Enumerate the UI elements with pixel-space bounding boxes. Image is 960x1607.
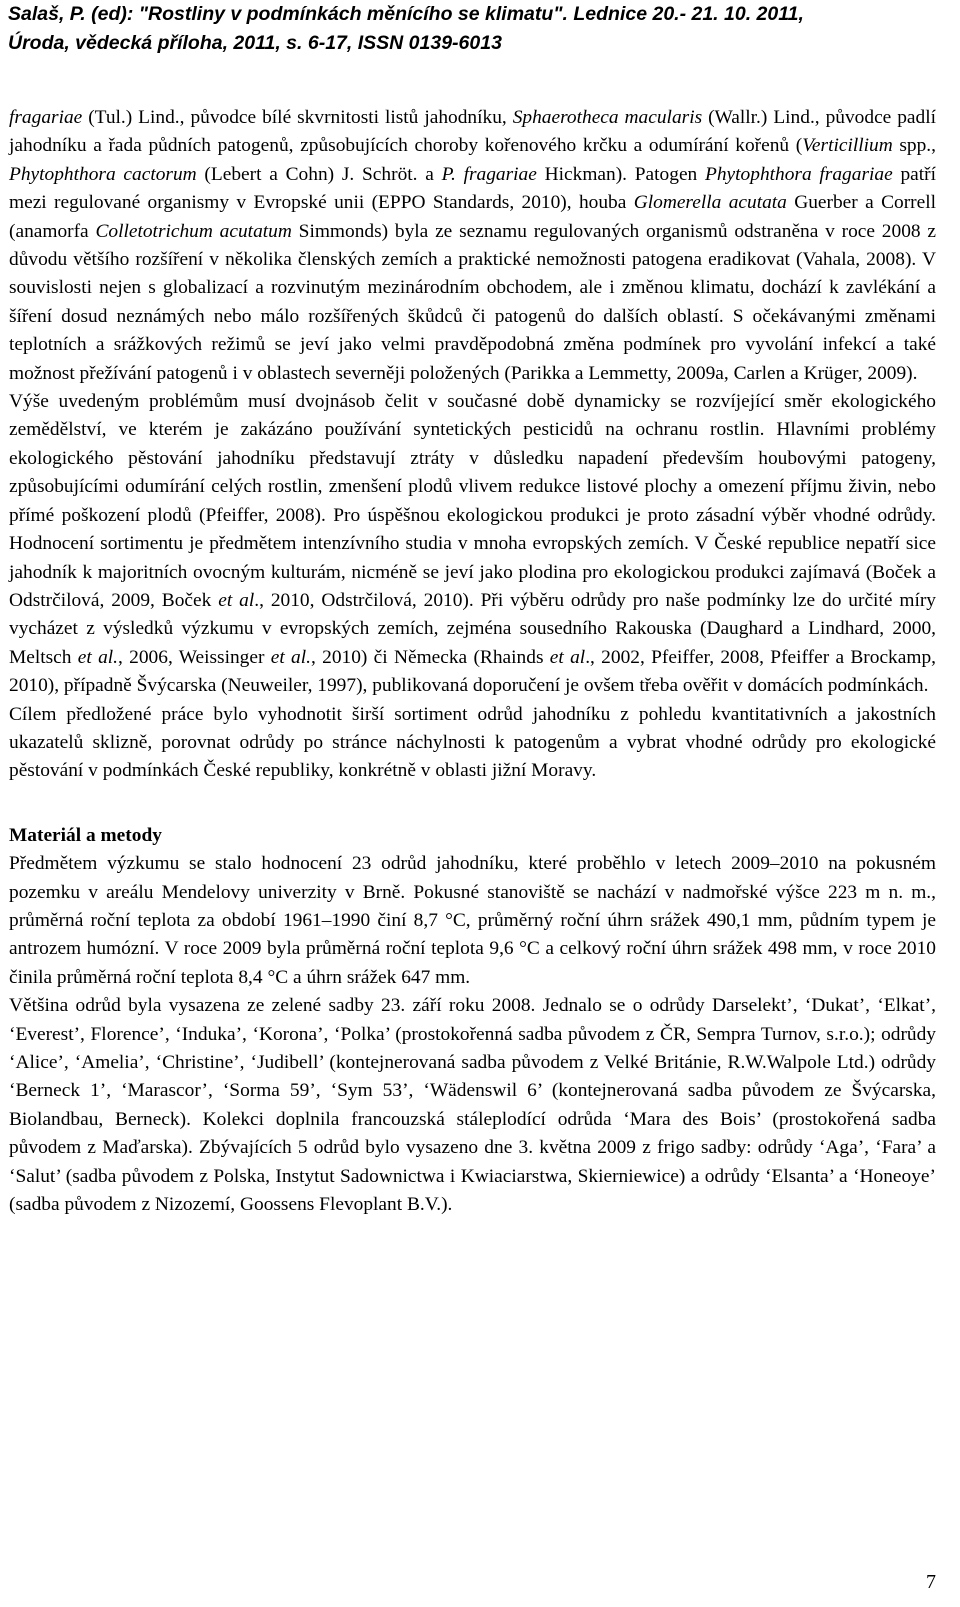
- text-run: (Tul.) Lind., původce bílé skvrnitosti listů jahodníku,: [82, 107, 513, 128]
- taxon: Phytophthora fragariae: [705, 163, 893, 185]
- citation-etal: et al: [549, 646, 586, 668]
- text-run: ., 2002, Pfeiffer, 2008, Pfeiffer a Brockamp, 2010), případně Švýcarska (Neuweiler, 1997), publikovaná doporučení je ovšem třeba ověřit v domácích podmínkách.: [9, 646, 936, 697]
- paragraph-aim: Cílem předložené práce bylo vyhodnotit širší sortiment odrůd jahodníku z pohledu kvantitativních a jakostních ukazatelů sklizně, porovnat odrůdy po stránce náchylnosti k patogenům a vybrat vhodné odrůdy pro ekologické pěstování v podmínkách České republiky, konkrétně v oblasti jižní Moravy.: [9, 703, 936, 782]
- text-run: Guerber a Correll (anamorfa: [9, 192, 936, 242]
- text-run: , 2006, Weissinger: [118, 646, 271, 668]
- header-line-2: Úroda, vědecká příloha, 2011, s. 6-17, ISSN 0139-6013: [8, 32, 502, 54]
- running-header: [8, 0, 953, 58]
- page-number: 7: [926, 1571, 936, 1593]
- text-run: (Lebert a Cohn) J. Schröt. a: [196, 163, 442, 185]
- text-run: ., 2010, Odstrčilová, 2010). Při výběru odrůdy pro naše podmínky lze do určité míry vycházet z výsledků výzkumu v evropských zemích, zejména sousedního Rakouska (Daughard a Lindhard, 2000, Meltsch: [9, 589, 936, 668]
- intro-paragraph: [9, 104, 936, 388]
- text-run: Výše uvedeným problémům musí dvojnásob čelit v současné době dynamicky se rozvíjející směr ekologického zemědělství, ve kterém je zakázáno používání syntetických pesticidů na ochranu rostlin. Hlavními problémy ekologického pěstování jahodníku představují ztráty v důsledku napadení především houbovými patogeny, způsobujícími odumírání celých rostlin, zmenšení plodů vlivem redukce listové plochy a omezení příjmu živin, nebo přímé poškození plodů (Pfeiffer, 2008). Pro úspěšnou ekologickou produkci je proto zásadní výběr vhodné odrůdy. Hodnocení sortimentu je předmětem intenzívního studia v mnoha evropských zemích. V České republice nepatří sice jahodník k majoritních ovocným kulturám, nicméně se jeví jako plodina pro ekologickou produkci zajímavá (Boček a Odstrčilová, 2009, Boček: [9, 391, 936, 611]
- taxon: P. fragariae: [441, 163, 537, 185]
- text-run: Simmonds) byla ze seznamu regulovaných organismů odstraněna v roce 2008 z důvodu většího rozšíření v několika členských zemích a praktické nemožnosti patogena eradikovat (Vahala, 2008). V souvislosti nejen s globalizací a rozvinutým mezinárodním obchodem, ale i změnou klimatu, dochází k zavlékání a šíření dosud neznámých nebo málo rozšířených škůdců či patogenů do dalších oblastí. S očekávanými změnami teplotních a srážkových režimů se jeví jako velmi pravděpodobná změna podmínek pro vyvolání infekcí a také možnost přežívání patogenů i v oblastech severněji položených (Parikka a Lemmetty, 2009a, Carlen a Krüger, 2009).: [9, 220, 936, 384]
- citation-etal: et al: [218, 589, 255, 611]
- taxon: Colletotrichum acutatum: [95, 220, 292, 242]
- taxon: Verticillium: [802, 135, 893, 157]
- paragraph-methods-site: Předmětem výzkumu se stalo hodnocení 23 odrůd jahodníku, které proběhlo v letech 2009–2010 na pokusném pozemku v areálu Mendelovy univerzity v Brně. Pokusné stanoviště se nachází v nadmořské výšce 223 m n. m., průměrná roční teplota za období 1961–1990 činí 8,7 °C, průměrný roční úhrn srážek 490,1 mm, půdním typem je antrozem humózní. V roce 2009 byla průměrná roční teplota 9,6 °C a celkový roční úhrn srážek 498 mm, v roce 2010 činila průměrná roční teplota 8,4 °C a úhrn srážek 647 mm.: [9, 853, 936, 988]
- text-run: , 2010) či Německa (Rhainds: [310, 646, 550, 668]
- taxon: Sphaerotheca macularis: [512, 107, 703, 128]
- section-gap: [9, 786, 936, 822]
- section-heading: Materiál a metody: [9, 824, 162, 846]
- text-run: patří mezi regulované organismy v Evropské unii (EPPO Standards, 2010), houba: [9, 163, 936, 214]
- paragraph-ecology: [9, 388, 936, 700]
- citation-etal: et al.: [77, 646, 119, 668]
- taxon: Phytophthora cactorum: [9, 163, 197, 185]
- header-line-1: Salaš, P. (ed): "Rostliny v podmínkách měnícího se klimatu". Lednice 20.- 21. 10. 2011,: [8, 3, 804, 25]
- article-body: [9, 104, 936, 1219]
- text-run: (Wallr.) Lind., původce padlí jahodníku a řada půdních patogenů, způsobujících choroby kořenového krčku a odumírání kořenů (: [9, 107, 937, 157]
- citation-etal: et al.: [270, 646, 311, 668]
- taxon: Glomerella acutata: [633, 192, 787, 214]
- text-run: spp.,: [892, 135, 936, 157]
- paragraph-methods-varieties: Většina odrůd byla vysazena ze zelené sadby 23. září roku 2008. Jednalo se o odrůdy Darselekt’, ‘Dukat’, ‘Elkat’, ‘Everest’, Florence’, ‘Induka’, ‘Korona’, ‘Polka’ (prostokořenná sadba původem z ČR, Sempra Turnov, s.r.o.); odrůdy ‘Alice’, ‘Amelia’, ‘Christine’, ‘Judibell’ (kontejnerovaná sadba původem z Velké Británie, R.W.Walpole Ltd.) odrůdy ‘Berneck 1’, ‘Marascor’, ‘Sorma 59’, ‘Sym 53’, ‘Wädenswil 6’ (kontejnerovaná sadba původem ze Švýcarska, Biolandbau, Berneck). Kolekci doplnila francouzská stáleplodící odrůda ‘Mara des Bois’ (prostokořená sadba původem z Maďarska). Zbývajících 5 odrůd bylo vysazeno dne 3. května 2009 z frigo sadby: odrůdy ‘Aga’, ‘Fara’ a ‘Salut’ (sadba původem z Polska, Instytut Sadownictwa i Kwiaciarstwa, Skierniewice) a odrůdy ‘Elsanta’ a ‘Honeoye’ (sadba původem z Nizozemí, Goossens Flevoplant B.V.).: [9, 995, 936, 1216]
- text-run: Hickman). Patogen: [536, 163, 706, 185]
- taxon: fragariae: [9, 107, 83, 128]
